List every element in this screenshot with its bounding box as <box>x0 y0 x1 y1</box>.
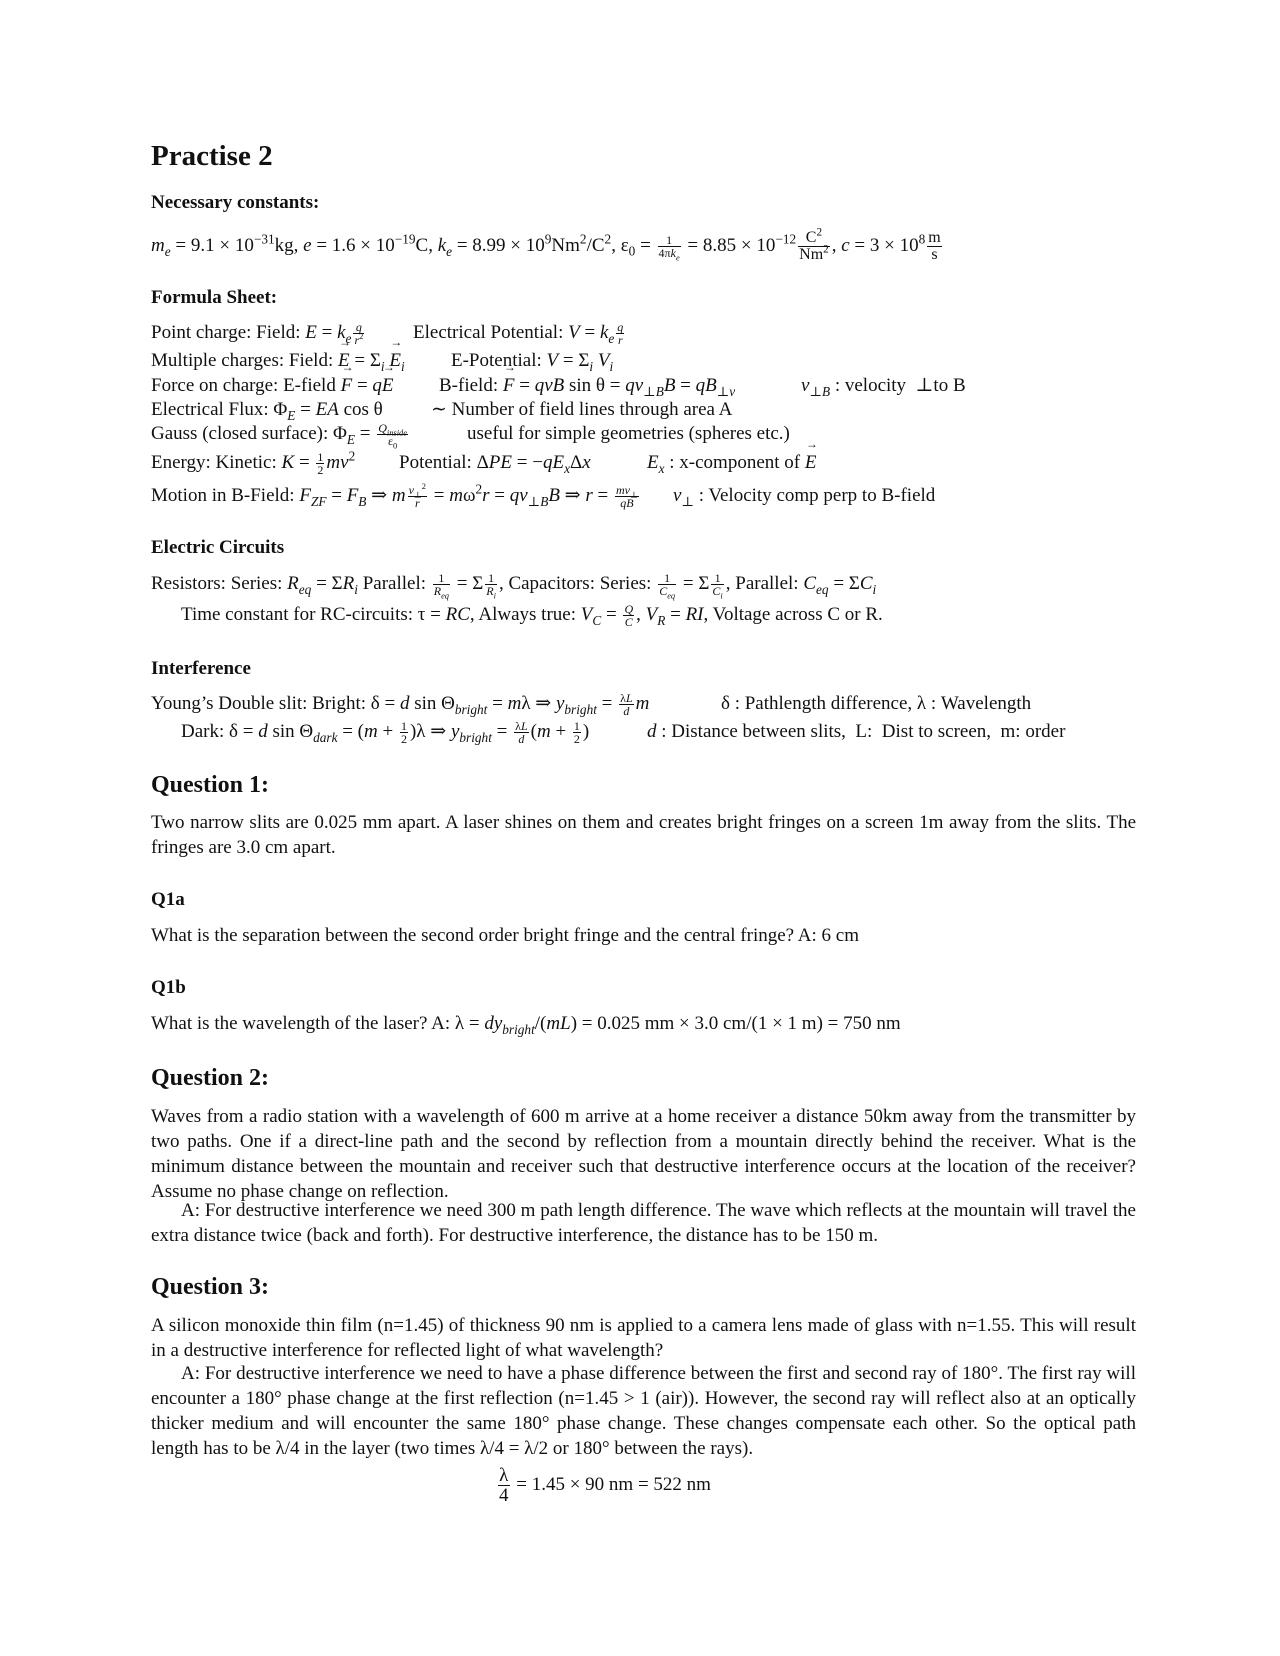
question-3-equation: $\frac{\lambda}{4}$ = 1.45 × 90 nm = 522 nm <box>499 1465 711 1506</box>
formula-row-point-charge: Point charge: Field: $E = k_e$ $\frac{q}{r^2}$ <box>151 320 364 348</box>
formula-row-force: Force on charge: E-field → F = q→ E <box>151 373 394 398</box>
page-title: Practise 2 <box>151 140 273 172</box>
formula-row-bfield-motion: Motion in B-Field: $F_{ZF} = F_B$ ⇒ m $\frac{v_\perp^2}{r}$ = $m\omega^2r = qv_{\perp B}B$ ⇒ r = $\frac{mv_\perp}{qB}$ <box>151 481 638 511</box>
formula-sheet-heading: Formula Sheet: <box>151 287 278 308</box>
formula-row-flux-note: ∼ Number of field lines through area A <box>431 399 733 420</box>
circuits-line-1: Resistors: Series: $R_{eq} = \Sigma R_i$ Parallel: $\frac{1}{R_{eq}}$ = Σ $\frac{1}{R_i}$ , Capacitors: Series: $\frac{1}{C_{eq}}$ = Σ $\frac{1}{C_i}$ , Parallel: $C_{eq} = \Sigma C_i$ <box>151 571 877 601</box>
question-3-text: A silicon monoxide thin film (n=1.45) of thickness 90 nm is applied to a camera lens made of glass with n=1.55. This will result in a destructive interference for reflected light of what wavelength? <box>151 1315 1136 1362</box>
circuits-line-2: Time constant for RC-circuits: τ = RC, Always true: $V_C$ = $\frac{Q}{C}$ , $V_R$ = RI, Voltage across C or R. <box>181 602 883 630</box>
formula-row-gauss-note: useful for simple geometries (spheres etc.) <box>467 423 790 444</box>
circuits-heading: Electric Circuits <box>151 537 285 558</box>
constants-heading: Necessary constants: <box>151 192 320 213</box>
interference-line-2: Dark: δ = d $\sin \Theta_{dark} = (m$ + $\frac{1}{2}$ )λ ⇒ $y_{bright}$ = $\frac{\lambda L}{d}$ (m + $\frac{1}{2}$ ) <box>181 719 590 747</box>
question-1a-heading: Q1a <box>151 889 185 910</box>
formula-row-kinetic: Energy: Kinetic: K = $\frac{1}{2}$ $mv^2$ <box>151 448 356 478</box>
question-1b-text: What is the wavelength of the laser? A: $\lambda = dy_{bright}/(mL) = 0.025$ mm × 3.0 cm/(1 × 1 m) = 750 nm <box>151 1013 901 1037</box>
question-1a-text: What is the separation between the second order bright fringe and the central fringe? A: 6 cm <box>151 925 860 946</box>
interference-line-1: Young’s Double slit: Bright: δ = d $\sin \Theta_{bright} = m\lambda$ ⇒ $y_{bright}$ = $\frac{\lambda L}{d}$ m <box>151 691 650 719</box>
formula-row-multiple-field: Multiple charges: Field: → $E = \Sigma_i \to E_i$ <box>151 348 405 373</box>
formula-row-point-potential: Electrical Potential: $V = k_e$ $\frac{q}{r}$ <box>413 320 624 348</box>
formula-row-flux: Electrical Flux: $\Phi_E$ = EA cos θ <box>151 399 383 423</box>
formula-row-ex-note: $E_x$ : x-component of → E <box>647 450 816 475</box>
constants-line: $m_e = 9.1 \times 10^{-31}kg$, $e = 1.6 \times 10^{-19}C$, $k_e = 8.99 \times 10^9Nm^2/C^2$, $\varepsilon_0$ = $\frac{1}{4\pi k_e}$ = $8.85 \times 10^{-12}$ $\frac{C^2}{Nm^2}$ , $c = 3 \times 10^8$ $\frac{m}{s}$ <box>151 226 941 263</box>
formula-row-bfield: B-field: → F = qvB $\sin \theta = qv_{\perp B}B = qB_{\perp v}$ <box>439 373 735 398</box>
formula-row-potential-energy: Potential: $\Delta PE = -qE_x\Delta x$ <box>399 452 591 476</box>
interference-heading: Interference <box>151 658 251 679</box>
question-1b-heading: Q1b <box>151 977 186 998</box>
interference-line-1-note: δ : Pathlength difference, λ : Wavelength <box>721 693 1032 714</box>
question-2-heading: Question 2: <box>151 1065 270 1091</box>
question-1-text: Two narrow slits are 0.025 mm apart. A laser shines on them and creates bright fringes on a screen 1m away from the slits. The fringes are 3.0 cm apart. <box>151 812 1136 859</box>
question-2-text: Waves from a radio station with a wavelength of 600 m arrive at a home receiver a distance 50km away from the transmitter by two paths. One if a direct-line path and the second by reflection from a mountain directly behind the receiver. What is the minimum distance between the mountain and receiver such that destructive interference occurs at the location of the receiver? Assume no phase change on reflection. <box>151 1106 1136 1203</box>
question-2-answer: A: For destructive interference we need 300 m path length difference. The wave which reflects at the mountain will travel the extra distance twice (back and forth). For destructive interference, the distance has to be 150 m. <box>151 1200 1136 1247</box>
question-3-answer: A: For destructive interference we need to have a phase difference between the first and second ray of 180°. The first ray will encounter a 180° phase change at the first reflection (n=1.45 > 1 (air)). However, the second ray will reflect also at an optically thicker medium and will encounter the same 180° phase change. These changes compensate each other. So the optical path length has to be λ/4 in the layer (two times λ/4 = λ/2 or 180° between the rays). <box>151 1363 1136 1460</box>
interference-line-2-note: d : Distance between slits, L: Dist to screen, m: order <box>647 721 1066 742</box>
formula-row-bfield-motion-note: $v_\perp$ : Velocity comp perp to B-field <box>673 485 936 509</box>
question-3-heading: Question 3: <box>151 1274 270 1300</box>
formula-row-multiple-potential: E-Potential: $V = \Sigma_i$ $V_i$ <box>451 350 614 374</box>
question-1-heading: Question 1: <box>151 772 270 798</box>
formula-row-gauss: Gauss (closed surface): $\Phi_E$ = $\frac{Q_{inside}}{\varepsilon_0}$ <box>151 421 407 451</box>
formula-row-bfield-note: $v_{\perp B}$ : velocity ⊥to B <box>801 375 966 399</box>
